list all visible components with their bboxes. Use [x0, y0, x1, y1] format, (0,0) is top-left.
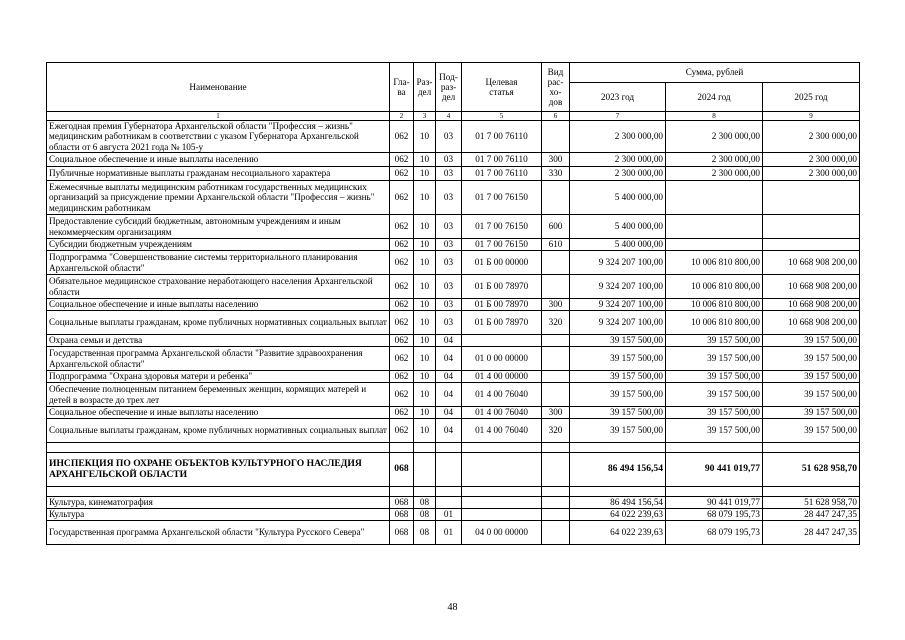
- table-row: [47, 371, 860, 383]
- column-number-row: [47, 112, 860, 121]
- row-name-cell: Ежегодная премия Губернатора Архангельской области "Профессия – жизнь" медицинским работникам в соответствии с указом Губернатора Архангельской области от 6 августа 2021 года № 105-у: [47, 121, 390, 153]
- column-number: 5: [462, 112, 542, 121]
- sum-2023-cell: 2 300 000,00: [570, 167, 666, 181]
- table-row: [47, 335, 860, 347]
- vid-rashodov-cell: 300: [542, 153, 570, 167]
- sum-2025-cell: [763, 239, 860, 251]
- row-name-cell: Субсидии бюджетным учреждениям: [47, 239, 390, 251]
- table-row: [47, 383, 860, 407]
- sum-2023-cell: 39 157 500,00: [570, 335, 666, 347]
- table-row: [47, 497, 860, 509]
- podrazdel-cell: 03: [436, 251, 462, 275]
- sum-2024-cell: 68 079 195,73: [666, 509, 763, 521]
- row-name-cell: Предоставление субсидий бюджетным, автономным учреждениям и иным некоммерческим организациям: [47, 215, 390, 239]
- glava-cell: 062: [390, 419, 414, 443]
- celevaya-statya-cell: 01 4 00 00000: [462, 371, 542, 383]
- row-name-cell: Обязательное медицинское страхование неработающего населения Архангельской области: [47, 275, 390, 299]
- row-name-cell: Социальные выплаты гражданам, кроме публичных нормативных социальных выплат: [47, 419, 390, 443]
- podrazdel-cell: 04: [436, 371, 462, 383]
- sum-2025-cell: 39 157 500,00: [763, 419, 860, 443]
- vid-rashodov-cell: [542, 251, 570, 275]
- sum-2025-cell: 39 157 500,00: [763, 371, 860, 383]
- sum-2023-cell: 39 157 500,00: [570, 407, 666, 419]
- table-row: [47, 347, 860, 371]
- budget-table-sheet: [46, 62, 860, 545]
- vid-rashodov-cell: 300: [542, 407, 570, 419]
- sum-2025-cell: [763, 443, 860, 453]
- row-name-cell: Культура: [47, 509, 390, 521]
- glava-cell: 062: [390, 407, 414, 419]
- razdel-cell: [414, 487, 436, 497]
- razdel-cell: 10: [414, 181, 436, 215]
- sum-2023-cell: 64 022 239,63: [570, 509, 666, 521]
- sum-2023-cell: [570, 443, 666, 453]
- razdel-cell: 10: [414, 299, 436, 311]
- celevaya-statya-cell: [462, 497, 542, 509]
- vid-rashodov-cell: [542, 521, 570, 545]
- sum-2025-cell: 39 157 500,00: [763, 383, 860, 407]
- razdel-cell: 10: [414, 419, 436, 443]
- column-number: 6: [542, 112, 570, 121]
- glava-cell: [390, 443, 414, 453]
- glava-cell: 068: [390, 521, 414, 545]
- sum-2023-cell: 5 400 000,00: [570, 215, 666, 239]
- sum-2024-cell: 2 300 000,00: [666, 167, 763, 181]
- header-year-2023: 2023 год: [570, 83, 666, 112]
- glava-cell: 062: [390, 383, 414, 407]
- sum-2024-cell: 39 157 500,00: [666, 371, 763, 383]
- sum-2023-cell: 64 022 239,63: [570, 521, 666, 545]
- row-name-cell: Подпрограмма "Охрана здоровья матери и ребенка": [47, 371, 390, 383]
- vid-rashodov-cell: [542, 509, 570, 521]
- table-row: [47, 453, 860, 487]
- row-name-cell: Культура, кинематография: [47, 497, 390, 509]
- sum-2024-cell: 2 300 000,00: [666, 153, 763, 167]
- header-celevaya-statya: Целевая статья: [462, 63, 542, 112]
- celevaya-statya-cell: [462, 335, 542, 347]
- vid-rashodov-cell: [542, 383, 570, 407]
- table-row: [47, 299, 860, 311]
- sum-2023-cell: 39 157 500,00: [570, 419, 666, 443]
- sum-2025-cell: 10 668 908 200,00: [763, 251, 860, 275]
- sum-2025-cell: [763, 181, 860, 215]
- glava-cell: 062: [390, 311, 414, 335]
- table-row: [47, 487, 860, 497]
- table-row: [47, 419, 860, 443]
- podrazdel-cell: 03: [436, 299, 462, 311]
- row-name-cell: [47, 487, 390, 497]
- podrazdel-cell: [436, 487, 462, 497]
- sum-2024-cell: 2 300 000,00: [666, 121, 763, 153]
- vid-rashodov-cell: [542, 371, 570, 383]
- podrazdel-cell: 01: [436, 521, 462, 545]
- header-razdel: Раз- дел: [414, 63, 436, 112]
- podrazdel-cell: 03: [436, 239, 462, 251]
- table-body: [47, 121, 860, 545]
- vid-rashodov-cell: [542, 487, 570, 497]
- row-name-cell: Социальное обеспечение и иные выплаты населению: [47, 407, 390, 419]
- table-row: [47, 153, 860, 167]
- column-number: 8: [666, 112, 763, 121]
- razdel-cell: 08: [414, 509, 436, 521]
- celevaya-statya-cell: [462, 453, 542, 487]
- vid-rashodov-cell: [542, 181, 570, 215]
- table-row: [47, 275, 860, 299]
- row-name-cell: Государственная программа Архангельской области "Культура Русского Севера": [47, 521, 390, 545]
- sum-2024-cell: 10 006 810 800,00: [666, 299, 763, 311]
- sum-2023-cell: 86 494 156,54: [570, 497, 666, 509]
- razdel-cell: 10: [414, 347, 436, 371]
- celevaya-statya-cell: 01 4 00 76040: [462, 419, 542, 443]
- column-number: 2: [390, 112, 414, 121]
- table-row: [47, 521, 860, 545]
- vid-rashodov-cell: 600: [542, 215, 570, 239]
- sum-2025-cell: 39 157 500,00: [763, 407, 860, 419]
- sum-2024-cell: 90 441 019,77: [666, 453, 763, 487]
- sum-2023-cell: 9 324 207 100,00: [570, 311, 666, 335]
- celevaya-statya-cell: 01 7 00 76150: [462, 239, 542, 251]
- celevaya-statya-cell: 01 0 00 00000: [462, 347, 542, 371]
- page-number: 48: [447, 602, 458, 613]
- row-name-cell: Обеспечение полноценным питанием беременных женщин, кормящих матерей и детей в возрасте до трех лет: [47, 383, 390, 407]
- sum-2025-cell: 2 300 000,00: [763, 167, 860, 181]
- celevaya-statya-cell: 01 7 00 76150: [462, 215, 542, 239]
- table-row: [47, 443, 860, 453]
- sum-2025-cell: 39 157 500,00: [763, 347, 860, 371]
- sum-2024-cell: 68 079 195,73: [666, 521, 763, 545]
- podrazdel-cell: 03: [436, 167, 462, 181]
- razdel-cell: 10: [414, 407, 436, 419]
- vid-rashodov-cell: 300: [542, 299, 570, 311]
- sum-2023-cell: 2 300 000,00: [570, 121, 666, 153]
- razdel-cell: 10: [414, 371, 436, 383]
- glava-cell: 062: [390, 215, 414, 239]
- razdel-cell: [414, 443, 436, 453]
- podrazdel-cell: [436, 497, 462, 509]
- sum-2023-cell: 39 157 500,00: [570, 371, 666, 383]
- row-name-cell: Социальные выплаты гражданам, кроме публичных нормативных социальных выплат: [47, 311, 390, 335]
- razdel-cell: 10: [414, 383, 436, 407]
- table-row: [47, 407, 860, 419]
- sum-2024-cell: [666, 487, 763, 497]
- sum-2024-cell: 39 157 500,00: [666, 419, 763, 443]
- table-row: [47, 181, 860, 215]
- row-name-cell: ИНСПЕКЦИЯ ПО ОХРАНЕ ОБЪЕКТОВ КУЛЬТУРНОГО НАСЛЕДИЯ АРХАНГЕЛЬСКОЙ ОБЛАСТИ: [47, 453, 390, 487]
- sum-2025-cell: 51 628 958,70: [763, 453, 860, 487]
- glava-cell: 062: [390, 275, 414, 299]
- header-name: Наименование: [47, 63, 390, 112]
- sum-2024-cell: [666, 215, 763, 239]
- podrazdel-cell: 04: [436, 383, 462, 407]
- glava-cell: 062: [390, 347, 414, 371]
- row-name-cell: Государственная программа Архангельской области "Развитие здравоохранения Архангельской области": [47, 347, 390, 371]
- razdel-cell: [414, 453, 436, 487]
- celevaya-statya-cell: [462, 443, 542, 453]
- razdel-cell: 10: [414, 275, 436, 299]
- sum-2025-cell: 10 668 908 200,00: [763, 299, 860, 311]
- table-row: [47, 251, 860, 275]
- budget-table: [46, 62, 860, 545]
- row-name-cell: Охрана семьи и детства: [47, 335, 390, 347]
- razdel-cell: 10: [414, 121, 436, 153]
- sum-2024-cell: [666, 443, 763, 453]
- glava-cell: 062: [390, 121, 414, 153]
- sum-2024-cell: 90 441 019,77: [666, 497, 763, 509]
- celevaya-statya-cell: 01 7 00 76110: [462, 167, 542, 181]
- podrazdel-cell: [436, 453, 462, 487]
- header-year-2024: 2024 год: [666, 83, 763, 112]
- vid-rashodov-cell: [542, 453, 570, 487]
- razdel-cell: 10: [414, 153, 436, 167]
- vid-rashodov-cell: [542, 335, 570, 347]
- sum-2023-cell: [570, 487, 666, 497]
- row-name-cell: Публичные нормативные выплаты гражданам несоциального характера: [47, 167, 390, 181]
- razdel-cell: 08: [414, 497, 436, 509]
- vid-rashodov-cell: [542, 275, 570, 299]
- razdel-cell: 10: [414, 239, 436, 251]
- glava-cell: 062: [390, 153, 414, 167]
- sum-2024-cell: 39 157 500,00: [666, 383, 763, 407]
- podrazdel-cell: 04: [436, 335, 462, 347]
- sum-2025-cell: 2 300 000,00: [763, 153, 860, 167]
- sum-2023-cell: 86 494 156,54: [570, 453, 666, 487]
- sum-2024-cell: 39 157 500,00: [666, 407, 763, 419]
- sum-2024-cell: 39 157 500,00: [666, 335, 763, 347]
- sum-2024-cell: [666, 181, 763, 215]
- table-row: [47, 239, 860, 251]
- glava-cell: 062: [390, 181, 414, 215]
- header-summa: Сумма, рублей: [570, 63, 860, 83]
- sum-2023-cell: 39 157 500,00: [570, 383, 666, 407]
- glava-cell: 068: [390, 453, 414, 487]
- header-year-2025: 2025 год: [763, 83, 860, 112]
- glava-cell: 062: [390, 335, 414, 347]
- razdel-cell: 10: [414, 215, 436, 239]
- sum-2025-cell: 39 157 500,00: [763, 335, 860, 347]
- razdel-cell: 10: [414, 311, 436, 335]
- column-number: 4: [436, 112, 462, 121]
- vid-rashodov-cell: [542, 347, 570, 371]
- sum-2023-cell: 9 324 207 100,00: [570, 251, 666, 275]
- vid-rashodov-cell: 320: [542, 311, 570, 335]
- sum-2023-cell: 5 400 000,00: [570, 239, 666, 251]
- glava-cell: 062: [390, 239, 414, 251]
- vid-rashodov-cell: [542, 121, 570, 153]
- sum-2023-cell: 9 324 207 100,00: [570, 299, 666, 311]
- column-number: 3: [414, 112, 436, 121]
- sum-2023-cell: 9 324 207 100,00: [570, 275, 666, 299]
- podrazdel-cell: 03: [436, 153, 462, 167]
- table-row: [47, 167, 860, 181]
- celevaya-statya-cell: 01 Б 00 00000: [462, 251, 542, 275]
- podrazdel-cell: [436, 443, 462, 453]
- vid-rashodov-cell: [542, 443, 570, 453]
- header-vid-rashodov: Вид рас- хо- дов: [542, 63, 570, 112]
- table-row: [47, 311, 860, 335]
- glava-cell: 062: [390, 251, 414, 275]
- razdel-cell: 10: [414, 251, 436, 275]
- celevaya-statya-cell: 01 7 00 76150: [462, 181, 542, 215]
- sum-2025-cell: 10 668 908 200,00: [763, 275, 860, 299]
- celevaya-statya-cell: 01 4 00 76040: [462, 383, 542, 407]
- sum-2024-cell: 10 006 810 800,00: [666, 251, 763, 275]
- vid-rashodov-cell: 610: [542, 239, 570, 251]
- glava-cell: 068: [390, 497, 414, 509]
- razdel-cell: 08: [414, 521, 436, 545]
- celevaya-statya-cell: 01 7 00 76110: [462, 153, 542, 167]
- glava-cell: 068: [390, 509, 414, 521]
- celevaya-statya-cell: [462, 509, 542, 521]
- vid-rashodov-cell: 320: [542, 419, 570, 443]
- sum-2025-cell: 28 447 247,35: [763, 509, 860, 521]
- podrazdel-cell: 04: [436, 419, 462, 443]
- glava-cell: 062: [390, 167, 414, 181]
- table-row: [47, 215, 860, 239]
- podrazdel-cell: 03: [436, 121, 462, 153]
- row-name-cell: Социальное обеспечение и иные выплаты населению: [47, 153, 390, 167]
- podrazdel-cell: 04: [436, 347, 462, 371]
- podrazdel-cell: 03: [436, 181, 462, 215]
- podrazdel-cell: 03: [436, 275, 462, 299]
- sum-2024-cell: 10 006 810 800,00: [666, 275, 763, 299]
- column-number: 1: [47, 112, 390, 121]
- glava-cell: 062: [390, 371, 414, 383]
- sum-2024-cell: 10 006 810 800,00: [666, 311, 763, 335]
- column-number: 9: [763, 112, 860, 121]
- row-name-cell: Подпрограмма "Совершенствование системы территориального планирования Архангельской области": [47, 251, 390, 275]
- table-row: [47, 121, 860, 153]
- sum-2023-cell: 39 157 500,00: [570, 347, 666, 371]
- sum-2025-cell: 2 300 000,00: [763, 121, 860, 153]
- glava-cell: [390, 487, 414, 497]
- sum-2025-cell: 51 628 958,70: [763, 497, 860, 509]
- sum-2023-cell: 2 300 000,00: [570, 153, 666, 167]
- header-podrazdel: Под- раз- дел: [436, 63, 462, 112]
- celevaya-statya-cell: 01 Б 00 78970: [462, 275, 542, 299]
- podrazdel-cell: 03: [436, 311, 462, 335]
- row-name-cell: Ежемесячные выплаты медицинским работникам государственных медицинских организаций за присуждение премии Архангельской области "Профессия – жизнь" медицинским работникам: [47, 181, 390, 215]
- table-row: [47, 509, 860, 521]
- header-glava: Гла- ва: [390, 63, 414, 112]
- celevaya-statya-cell: 01 Б 00 78970: [462, 299, 542, 311]
- glava-cell: 062: [390, 299, 414, 311]
- sum-2025-cell: 10 668 908 200,00: [763, 311, 860, 335]
- celevaya-statya-cell: 01 4 00 76040: [462, 407, 542, 419]
- sum-2025-cell: [763, 487, 860, 497]
- podrazdel-cell: 03: [436, 215, 462, 239]
- celevaya-statya-cell: 04 0 00 00000: [462, 521, 542, 545]
- sum-2025-cell: [763, 215, 860, 239]
- sum-2024-cell: 39 157 500,00: [666, 347, 763, 371]
- podrazdel-cell: 01: [436, 509, 462, 521]
- sum-2025-cell: 28 447 247,35: [763, 521, 860, 545]
- sum-2024-cell: [666, 239, 763, 251]
- celevaya-statya-cell: 01 7 00 76110: [462, 121, 542, 153]
- column-number: 7: [570, 112, 666, 121]
- celevaya-statya-cell: 01 Б 00 78970: [462, 311, 542, 335]
- row-name-cell: Социальное обеспечение и иные выплаты населению: [47, 299, 390, 311]
- razdel-cell: 10: [414, 167, 436, 181]
- podrazdel-cell: 04: [436, 407, 462, 419]
- celevaya-statya-cell: [462, 487, 542, 497]
- vid-rashodov-cell: 330: [542, 167, 570, 181]
- razdel-cell: 10: [414, 335, 436, 347]
- row-name-cell: [47, 443, 390, 453]
- vid-rashodov-cell: [542, 497, 570, 509]
- sum-2023-cell: 5 400 000,00: [570, 181, 666, 215]
